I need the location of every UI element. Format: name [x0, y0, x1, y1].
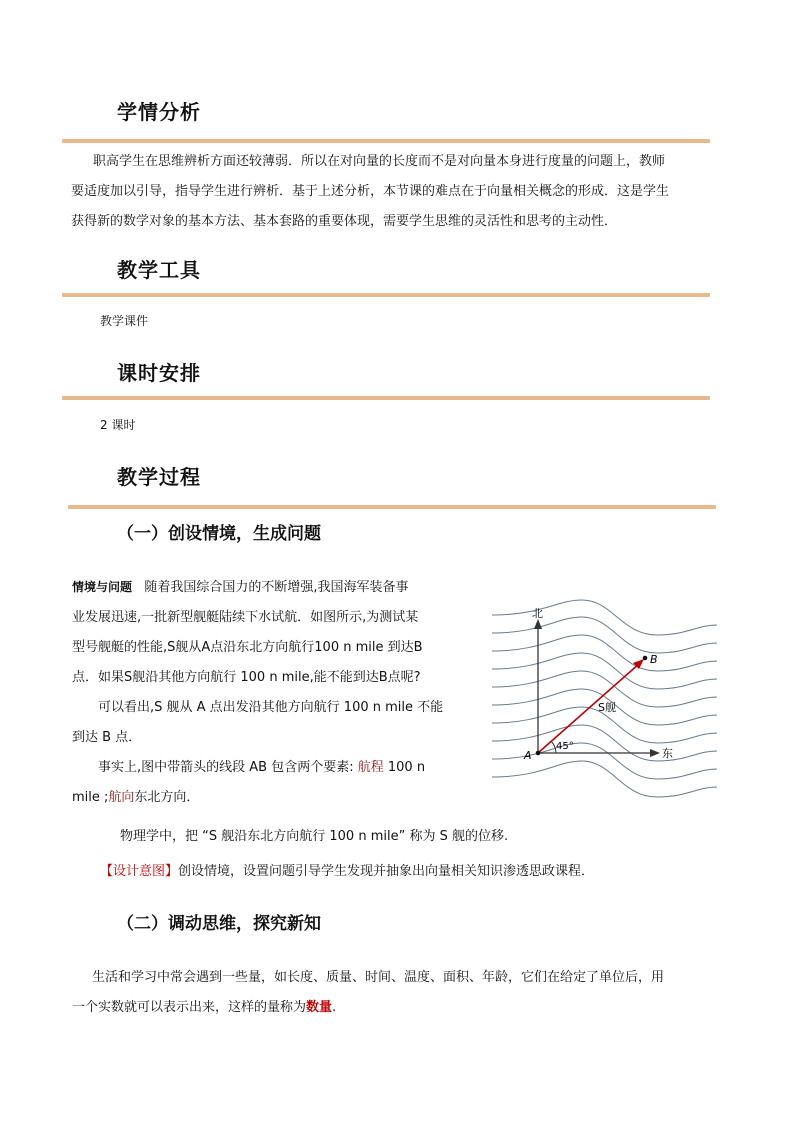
heading-schedule: 课时安排: [117, 361, 201, 385]
keyword-direction: 航向: [108, 790, 135, 805]
scenario-paragraph: [72, 572, 467, 813]
keyword-distance: 航程: [357, 760, 384, 775]
analysis-line: 要适度加以引导，指导学生进行辨析．基于上述分析，本节课的难点在于向量相关概念的形成．这是学生: [71, 184, 670, 199]
part1-title: （一）创设情境，生成问题: [117, 524, 321, 544]
physics-note: 物理学中，把 “S 舰沿东北方向航行 100 n mile” 称为 S 舰的位移.: [120, 829, 509, 844]
tools-content: 教学课件: [100, 314, 149, 328]
scenario-line: 可以看出,S 舰从 A 点出发沿其他方向航行 100 n mile 不能: [98, 700, 444, 715]
label-east: 东: [662, 747, 673, 760]
scenario-line: 型号舰艇的性能,S舰从A点沿东北方向航行100 n mile 到达B: [72, 640, 423, 655]
analysis-line: 获得新的数学对象的基本方法、基本套路的重要体现，需要学生思维的灵活性和思考的主动性．: [71, 214, 618, 229]
label-north: 北: [532, 607, 543, 620]
heading-tools: 教学工具: [117, 258, 201, 282]
label-angle: 45°: [556, 741, 574, 752]
design-intent-label: 【设计意图】: [100, 864, 179, 879]
part2-title: （二）调动思维，探究新知: [117, 914, 321, 934]
label-b: B: [650, 653, 658, 666]
scenario-line: 业发展迅速,一批新型舰艇陆续下水试航．如图所示,为测试某: [72, 610, 419, 625]
analysis-paragraph: [71, 147, 733, 237]
contour-lines: [492, 600, 717, 797]
point-b-dot: [643, 656, 648, 661]
analysis-line: 职高学生在思维辨析方面还较薄弱．所以在对向量的长度而不是对向量本身进行度量的问题上，教师: [93, 154, 666, 169]
scenario-line: mile ;航向东北方向．: [72, 790, 200, 805]
divider: [68, 505, 716, 509]
divider: [62, 139, 710, 143]
scenario-line: 事实上,图中带箭头的线段 AB 包含两个要素: 航程 100 n: [98, 760, 426, 775]
part2-line: 生活和学习中常会遇到一些量，如长度、质量、时间、温度、面积、年龄，它们在给定了单位后，用: [92, 970, 665, 985]
scenario-line: 到达 B 点．: [72, 730, 142, 745]
navigation-figure: [482, 595, 722, 800]
schedule-content: 2 课时: [100, 418, 136, 432]
design-intent: 【设计意图】创设情境，设置问题引导学生发现并抽象出向量相关知识渗透思政课程．: [100, 864, 595, 879]
label-ship: S舰: [598, 701, 616, 714]
divider: [62, 293, 710, 297]
vector-diagram: [482, 595, 722, 800]
keyword-quantity: 数量: [306, 1000, 333, 1015]
point-a-dot: [536, 751, 541, 756]
heading-analysis: 学情分析: [117, 100, 201, 124]
scenario-line: 情境与问题 随着我国综合国力的不断增强,我国海军装备事: [72, 580, 409, 595]
scenario-label: 情境与问题: [72, 580, 133, 594]
north-arrow-icon: [534, 619, 542, 629]
divider: [62, 396, 710, 400]
east-arrow-icon: [650, 749, 660, 757]
part2-line: 一个实数就可以表示出来，这样的量称为数量.: [72, 1000, 337, 1015]
heading-process: 教学过程: [117, 465, 201, 489]
scenario-line: 点．如果S舰沿其他方向航行 100 n mile,能不能到达B点呢?: [72, 670, 421, 685]
label-a: A: [524, 749, 532, 762]
part2-paragraph: [72, 963, 732, 1023]
